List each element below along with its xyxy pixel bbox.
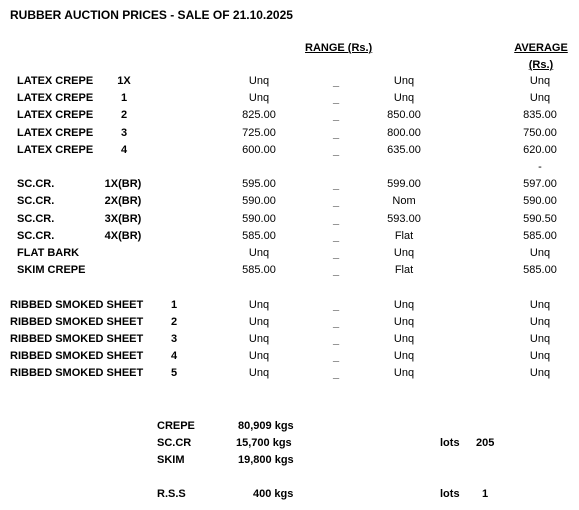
range-separator: _ bbox=[333, 368, 340, 381]
row-range-high: 850.00 bbox=[387, 109, 421, 122]
range-separator: _ bbox=[333, 213, 340, 226]
row-average: 585.00 bbox=[523, 229, 557, 242]
summary-sccr-qty: 15,700 kgs bbox=[236, 437, 292, 449]
range-separator: _ bbox=[333, 316, 340, 329]
range-separator: _ bbox=[333, 334, 340, 346]
row-range-low: Unq bbox=[248, 92, 270, 105]
row-average: 620.00 bbox=[523, 143, 557, 156]
row-range-high: Unq bbox=[393, 367, 415, 380]
row-name: SC.CR. bbox=[17, 212, 55, 225]
row-average: Unq bbox=[529, 367, 551, 380]
range-separator: _ bbox=[333, 110, 340, 123]
row-grade: 5 bbox=[170, 367, 178, 380]
summary-sccr-label: SC.CR bbox=[157, 437, 192, 449]
row-name: LATEX CREPE bbox=[17, 126, 94, 139]
average-header: AVERAGE bbox=[514, 42, 568, 54]
range-separator: _ bbox=[333, 144, 340, 157]
row-grade: 4X(BR) bbox=[104, 229, 142, 242]
row-range-high: Nom bbox=[392, 195, 416, 208]
row-grade: 1 bbox=[170, 298, 178, 311]
row-name: RIBBED SMOKED SHEET bbox=[10, 333, 144, 345]
summary-crepe-label: CREPE bbox=[157, 420, 195, 432]
row-range-low: 590.00 bbox=[242, 212, 276, 225]
row-range-high: 599.00 bbox=[387, 178, 421, 191]
row-range-low: Unq bbox=[248, 333, 270, 345]
range-separator: _ bbox=[333, 265, 340, 278]
row-name: RIBBED SMOKED SHEET bbox=[10, 367, 144, 380]
summary-lots-label-2: lots bbox=[440, 488, 460, 500]
row-average: 835.00 bbox=[523, 109, 557, 122]
range-header: RANGE (Rs.) bbox=[305, 42, 373, 54]
row-range-high: Flat bbox=[394, 264, 414, 277]
row-name: RIBBED SMOKED SHEET bbox=[10, 350, 144, 363]
row-name: LATEX CREPE bbox=[17, 92, 94, 105]
row-average: 585.00 bbox=[523, 264, 557, 277]
row-average: Unq bbox=[529, 75, 551, 87]
row-average: 597.00 bbox=[523, 178, 557, 191]
row-grade: 2X(BR) bbox=[104, 195, 142, 208]
row-range-high: Unq bbox=[393, 92, 415, 105]
row-average: Unq bbox=[529, 298, 551, 311]
row-average: - bbox=[538, 161, 542, 173]
range-separator: _ bbox=[333, 93, 340, 106]
row-name: SC.CR. bbox=[17, 178, 55, 191]
row-grade: 1X bbox=[117, 75, 131, 87]
row-range-high: Unq bbox=[393, 333, 415, 345]
row-name: LATEX CREPE bbox=[17, 143, 94, 156]
row-grade: 2 bbox=[120, 109, 128, 122]
row-range-low: Unq bbox=[248, 298, 270, 311]
row-grade: 4 bbox=[170, 350, 178, 363]
row-range-high: Unq bbox=[393, 247, 415, 259]
row-range-low: 585.00 bbox=[242, 264, 276, 277]
row-grade: 3 bbox=[120, 126, 128, 139]
row-grade: 2 bbox=[170, 315, 178, 328]
summary-skim-label: SKIM bbox=[157, 454, 185, 466]
row-range-high: Flat bbox=[394, 229, 414, 242]
range-separator: _ bbox=[333, 299, 340, 312]
range-separator: _ bbox=[333, 76, 340, 88]
summary-rss-label: R.S.S bbox=[157, 488, 186, 500]
row-range-high: 635.00 bbox=[387, 143, 421, 156]
row-average: Unq bbox=[529, 247, 551, 259]
row-range-low: Unq bbox=[248, 315, 270, 328]
row-grade: 3 bbox=[170, 333, 178, 345]
row-average: Unq bbox=[529, 333, 551, 345]
row-name: LATEX CREPE bbox=[17, 109, 94, 122]
summary-rss-qty: 400 kgs bbox=[253, 488, 294, 500]
row-name: LATEX CREPE bbox=[17, 75, 94, 87]
row-range-high: Unq bbox=[393, 298, 415, 311]
row-average: 590.00 bbox=[523, 195, 557, 208]
row-range-low: Unq bbox=[248, 75, 270, 87]
row-range-high: Unq bbox=[393, 315, 415, 328]
row-name: RIBBED SMOKED SHEET bbox=[10, 315, 144, 328]
row-grade: 4 bbox=[120, 143, 128, 156]
row-average: Unq bbox=[529, 92, 551, 105]
row-range-high: 593.00 bbox=[387, 212, 421, 225]
summary-skim-qty: 19,800 kgs bbox=[238, 454, 294, 466]
row-average: Unq bbox=[529, 315, 551, 328]
row-range-low: 725.00 bbox=[242, 126, 276, 139]
range-separator: _ bbox=[333, 179, 340, 192]
row-name: SC.CR. bbox=[17, 195, 55, 208]
row-range-low: 825.00 bbox=[242, 109, 276, 122]
range-separator: _ bbox=[333, 351, 340, 364]
row-range-low: 600.00 bbox=[242, 143, 276, 156]
summary-lots-value-1: 205 bbox=[476, 437, 495, 449]
row-name: SC.CR. bbox=[17, 229, 55, 242]
row-name: SKIM CREPE bbox=[17, 264, 86, 277]
row-grade: 1 bbox=[120, 92, 128, 105]
range-separator: _ bbox=[333, 248, 340, 260]
range-separator: _ bbox=[333, 196, 340, 209]
row-range-low: 595.00 bbox=[242, 178, 276, 191]
row-range-high: Unq bbox=[393, 75, 415, 87]
row-range-low: Unq bbox=[248, 367, 270, 380]
summary-lots-label-1: lots bbox=[440, 437, 460, 449]
row-grade: 3X(BR) bbox=[104, 212, 142, 225]
range-separator: _ bbox=[333, 230, 340, 243]
range-separator: _ bbox=[333, 127, 340, 140]
row-range-high: 800.00 bbox=[387, 126, 421, 139]
row-name: FLAT BARK bbox=[17, 247, 80, 259]
row-range-high: Unq bbox=[393, 350, 415, 363]
row-range-low: Unq bbox=[248, 247, 270, 259]
average-unit-header: (Rs.) bbox=[528, 59, 554, 71]
row-name: RIBBED SMOKED SHEET bbox=[10, 298, 144, 311]
summary-crepe-qty: 80,909 kgs bbox=[238, 420, 294, 432]
summary-lots-value-2: 1 bbox=[482, 488, 489, 500]
row-range-low: 585.00 bbox=[242, 229, 276, 242]
row-average: 750.00 bbox=[523, 126, 557, 139]
page-title: RUBBER AUCTION PRICES - SALE OF 21.10.2025 bbox=[10, 8, 293, 22]
row-grade: 1X(BR) bbox=[104, 178, 142, 191]
row-average: 590.50 bbox=[523, 212, 557, 225]
row-average: Unq bbox=[529, 350, 551, 363]
row-range-low: 590.00 bbox=[242, 195, 276, 208]
row-range-low: Unq bbox=[248, 350, 270, 363]
